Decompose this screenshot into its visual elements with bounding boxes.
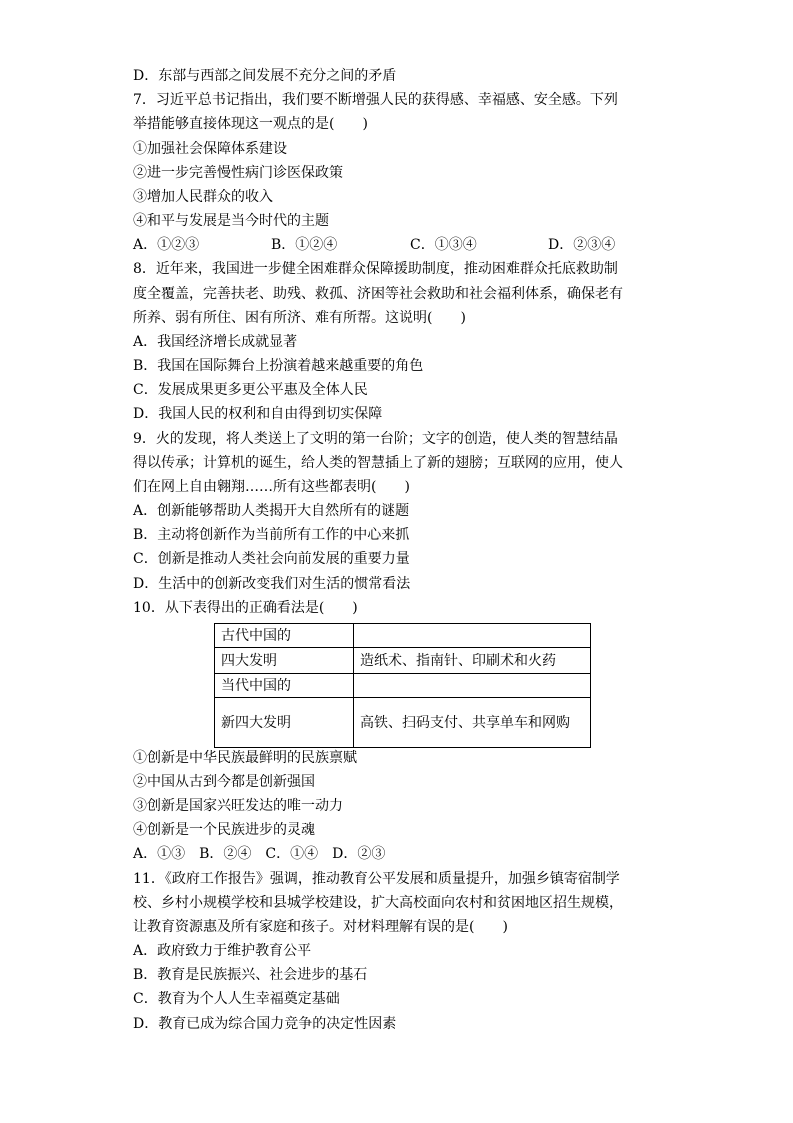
q9-stem-line-2: 得以传承；计算机的诞生，给人类的智慧插上了新的翅膀；互联网的应用，使人 xyxy=(133,455,623,471)
table-cell: 高铁、扫码支付、共享单车和网购 xyxy=(354,698,591,748)
q9-option-d: D．生活中的创新改变我们对生活的惯常看法 xyxy=(133,576,411,592)
q7-option-a: A．①②③ xyxy=(133,237,200,253)
table-cell xyxy=(354,624,591,648)
q8-option-a: A．我国经济增长成就显著 xyxy=(133,334,298,350)
q7-statement-2: ②进一步完善慢性病门诊医保政策 xyxy=(133,165,343,181)
q11-stem-line-1: 11．《政府工作报告》强调，推动教育公平发展和质量提升，加强乡镇寄宿制学 xyxy=(133,871,620,887)
q11-stem-line-3: 让教育资源惠及所有家庭和孩子。对材料理解有误的是( ) xyxy=(133,919,508,935)
table-cell: 古代中国的 xyxy=(215,624,354,648)
q8-stem-line-1: 8．近年来，我国进一步健全困难群众保障援助制度，推动困难群众托底救助制 xyxy=(133,261,618,277)
q6-option-d: D．东部与西部之间发展不充分之间的矛盾 xyxy=(133,68,397,84)
q9-stem-line-1: 9．火的发现，将人类送上了文明的第一台阶；文字的创造，使人类的智慧结晶 xyxy=(133,431,618,447)
q10-statement-3: ③创新是国家兴旺发达的唯一动力 xyxy=(133,798,343,814)
q10-statement-1: ①创新是中华民族最鲜明的民族禀赋 xyxy=(133,750,357,766)
table-cell: 新四大发明 xyxy=(215,698,354,748)
q11-stem-line-2: 校、乡村小规模学校和县城学校建设，扩大高校面向农村和贫困地区招生规模， xyxy=(133,895,623,911)
q7-statement-1: ①加强社会保障体系建设 xyxy=(133,141,287,157)
q10-options: A．①③ B．②④ C．①④ D．②③ xyxy=(133,846,386,862)
q7-stem-line-1: 7．习近平总书记指出，我们要不断增强人民的获得感、幸福感、安全感。下列 xyxy=(133,92,618,108)
table-cell xyxy=(354,674,591,698)
table-row xyxy=(215,624,591,648)
inventions-table xyxy=(214,623,591,748)
q11-option-c: C．教育为个人人生幸福奠定基础 xyxy=(133,991,340,1007)
q11-option-d: D．教育已成为综合国力竞争的决定性因素 xyxy=(133,1016,397,1032)
q11-option-b: B．教育是民族振兴、社会进步的基石 xyxy=(133,967,368,983)
table-row xyxy=(215,674,591,698)
q7-stem-line-2: 举措能够直接体现这一观点的是( ) xyxy=(133,116,368,132)
table-row xyxy=(215,648,591,674)
q7-option-b: B．①②④ xyxy=(271,237,338,253)
table-cell: 造纸术、指南针、印刷术和火药 xyxy=(354,648,591,674)
q8-option-c: C．发展成果更多更公平惠及全体人民 xyxy=(133,382,368,398)
q7-option-d: D．②③④ xyxy=(548,237,616,253)
q7-option-c: C．①③④ xyxy=(410,237,477,253)
q7-statement-4: ④和平与发展是当今时代的主题 xyxy=(133,213,329,229)
q9-option-a: A．创新能够帮助人类揭开大自然所有的谜题 xyxy=(133,503,410,519)
q8-stem-line-3: 所养、弱有所住、困有所济、难有所帮。这说明( ) xyxy=(133,310,466,326)
table-cell: 当代中国的 xyxy=(215,674,354,698)
q7-statement-3: ③增加人民群众的收入 xyxy=(133,189,273,205)
q8-option-d: D．我国人民的权利和自由得到切实保障 xyxy=(133,406,383,422)
q9-stem-line-3: 们在网上自由翱翔……所有这些都表明( ) xyxy=(133,479,410,495)
q9-option-b: B．主动将创新作为当前所有工作的中心来抓 xyxy=(133,527,410,543)
q10-stem: 10．从下表得出的正确看法是( ) xyxy=(133,600,358,616)
q11-option-a: A．政府致力于维护教育公平 xyxy=(133,943,312,959)
q10-statement-4: ④创新是一个民族进步的灵魂 xyxy=(133,822,315,838)
q10-statement-2: ②中国从古到今都是创新强国 xyxy=(133,774,315,790)
q9-option-c: C．创新是推动人类社会向前发展的重要力量 xyxy=(133,551,410,567)
table-cell: 四大发明 xyxy=(215,648,354,674)
q8-option-b: B．我国在国际舞台上扮演着越来越重要的角色 xyxy=(133,358,424,374)
table-row xyxy=(215,698,591,748)
q8-stem-line-2: 度全覆盖，完善扶老、助残、救孤、济困等社会救助和社会福利体系，确保老有 xyxy=(133,286,623,302)
